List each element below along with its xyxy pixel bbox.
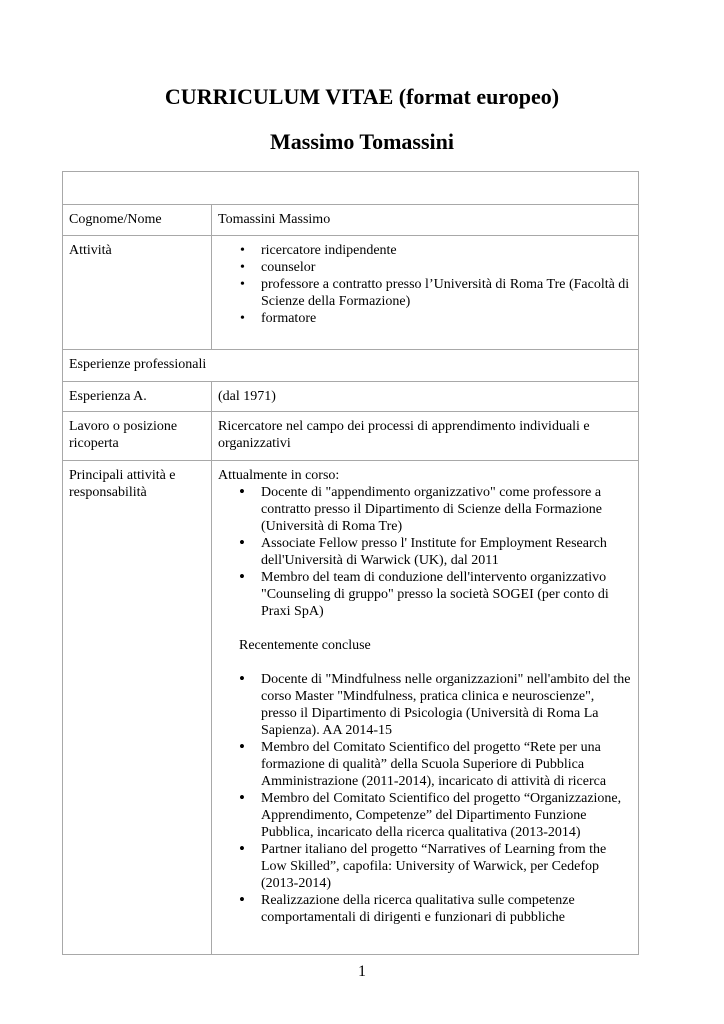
in-corso-heading: Attualmente in corso: <box>218 468 340 483</box>
list-item: • Docente di "Mindfulness nelle organizzazioni" nell'ambito del the corso Master "Mindfulness, pratica clinica e neuroscienze", presso il Dipartimento di Psicologia (Università di Roma La Sapienza). AA 2014-15 <box>261 671 632 739</box>
label-cell: Principali attività e responsabilità <box>63 461 212 955</box>
label-cell: Esperienza A. <box>63 382 212 412</box>
empty-header-row <box>63 172 639 205</box>
cv-table <box>62 171 639 955</box>
row-principali <box>63 461 639 955</box>
person-name: Massimo Tomassini <box>270 129 454 154</box>
label-cell: Cognome/Nome <box>63 205 212 236</box>
value-cell: Ricercatore nel campo dei processi di apprendimento individuali e organizzativi <box>212 412 639 461</box>
value-cell <box>212 461 639 955</box>
list-item: • ricercatore indipendente <box>261 242 632 259</box>
in-corso-list <box>218 484 632 620</box>
row-esperienze <box>63 350 639 382</box>
page-number: 1 <box>358 963 366 980</box>
attivita-list <box>218 242 632 327</box>
concluse-list <box>218 671 632 926</box>
label-cell: Lavoro o posizione ricoperta <box>63 412 212 461</box>
value-cell <box>212 236 639 350</box>
list-item: • Membro del Comitato Scientifico del progetto “Rete per una formazione di qualità” della Scuola Superiore di Pubblica Amministrazione (2011-2014), incaricato di attività di ricerca <box>261 739 632 790</box>
list-item: • Partner italiano del progetto “Narratives of Learning from the Low Skilled”, capofila: University of Warwick, per Cedefop (2013-2014) <box>261 841 632 892</box>
concluse-heading: Recentemente concluse <box>239 638 371 653</box>
list-item: • Membro del Comitato Scientifico del progetto “Organizzazione, Apprendimento, Competenze” del Dipartimento Funzione Pubblica, incaricato della ricerca qualitativa (2013-2014) <box>261 790 632 841</box>
list-item: • Docente di "appendimento organizzativo" come professore a contratto presso il Dipartimento di Scienze della Formazione (Università di Roma Tre) <box>261 484 632 535</box>
list-item: • Realizzazione della ricerca qualitativa sulle competenze comportamentali di dirigenti e funzionari di pubbliche <box>261 892 632 926</box>
label-cell: Attività <box>63 236 212 350</box>
list-item: • formatore <box>261 310 632 327</box>
list-item: • Membro del team di conduzione dell'intervento organizzativo "Counseling di gruppo" presso la società SOGEI (per conto di Praxi SpA) <box>261 569 632 620</box>
list-item: • professore a contratto presso l’Università di Roma Tre (Facoltà di Scienze della Formazione) <box>261 276 632 310</box>
document-title: CURRICULUM VITAE (format europeo) <box>164 84 560 109</box>
empty-header-cell <box>63 172 639 205</box>
row-attivita <box>63 236 639 350</box>
list-item: • counselor <box>261 259 632 276</box>
row-nome <box>63 205 639 236</box>
row-esperienza <box>63 382 639 412</box>
row-lavoro <box>63 412 639 461</box>
value-cell: Tomassini Massimo <box>212 205 639 236</box>
list-item: • Associate Fellow presso l' Institute for Employment Research dell'Università di Warwick (UK), dal 2011 <box>261 535 632 569</box>
section-cell: Esperienze professionali <box>63 350 639 382</box>
value-cell: (dal 1971) <box>212 382 639 412</box>
